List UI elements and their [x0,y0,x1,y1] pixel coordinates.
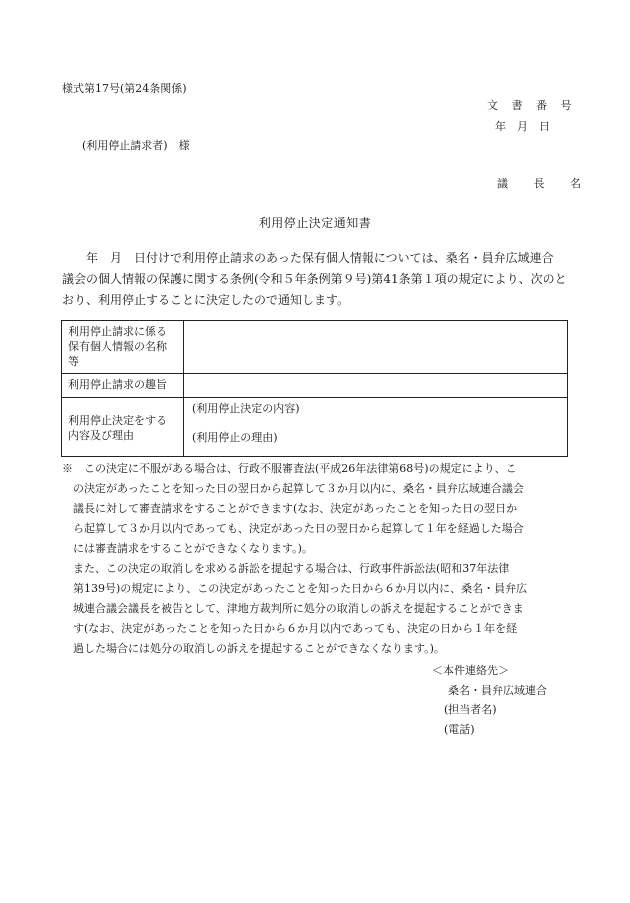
table-row [62,374,568,398]
note-line: には審査請求をすることができなくなります。)。 [62,542,313,555]
form-number: 様式第17号(第24条関係) [62,82,187,95]
body-line: おり、利用停止することに決定したので通知します。 [62,293,350,307]
document-date: 年 月 日 [495,120,550,133]
row-header-info-name: 利用停止請求に係る 保有個人情報の名称 等 [62,321,184,374]
note-line: また、この決定の取消しを求める訴訟を提起する場合は、行政事件訴訟法(昭和37年法律 [62,562,510,575]
contact-phone: (電話) [444,722,475,736]
note-line: す(なお、決定があったことを知った日から６か月以内であっても、決定の日から１年を経 [62,622,518,635]
note-line: 第139号)の規定により、この決定があったことを知った日から６か月以内に、桑名・員弁広 [62,582,528,595]
row-header-decision-reason: 利用停止決定をする 内容及び理由 [62,398,184,457]
note-line: 過した場合には処分の取消しの訴えを提起することができなくなります。)。 [62,642,445,655]
row-value-decision-reason [184,398,568,457]
note-line: 議長に対して審査請求をすることができます(なお、決定があったことを知った日の翌日か [62,502,518,515]
document-number: 文 書 番 号 [487,99,577,112]
page-title: 利用停止決定通知書 [258,216,372,230]
contact-block [432,661,547,739]
contact-heading: ＜本件連絡先＞ [432,664,509,677]
contact-organization: 桑名・員弁広域連合 [448,683,547,697]
body-paragraph [62,248,568,311]
recipient: (利用停止請求者) 様 [82,139,190,152]
sender-chairman: 議 長 名 [497,177,592,190]
note-line: ら起算して３か月以内であっても、決定があった日の翌日から起算して１年を経過した場合 [62,522,524,535]
row-value-request-purpose [184,374,568,398]
note-line: の決定があったことを知った日の翌日から起算して３か月以内に、桑名・員弁広域連合議会 [62,482,524,495]
note-line: ※ この決定に不服がある場合は、行政不服審査法(平成26年法律第68号)の規定により、こ [62,462,517,475]
decision-reason-label: (利用停止の理由) [192,431,278,444]
table-row [62,398,568,457]
note-line: 城連合議会議長を被告として、津地方裁判所に処分の取消しの訴えを提起することができま [62,602,524,615]
contact-person: (担当者名) [444,703,497,716]
body-line: 議会の個人情報の保護に関する条例(令和５年条例第９号)第41条第１項の規定により、次のと [62,272,567,286]
row-value-info-name [184,321,568,374]
body-line: 年 月 日付けで利用停止請求のあった保有個人情報については、桑名・員弁広域連合 [62,251,554,265]
table-row [62,321,568,374]
appeal-note [62,459,572,659]
decision-table [61,320,568,457]
decision-content-label: (利用停止決定の内容) [192,402,300,415]
row-header-request-purpose: 利用停止請求の趣旨 [62,374,184,398]
